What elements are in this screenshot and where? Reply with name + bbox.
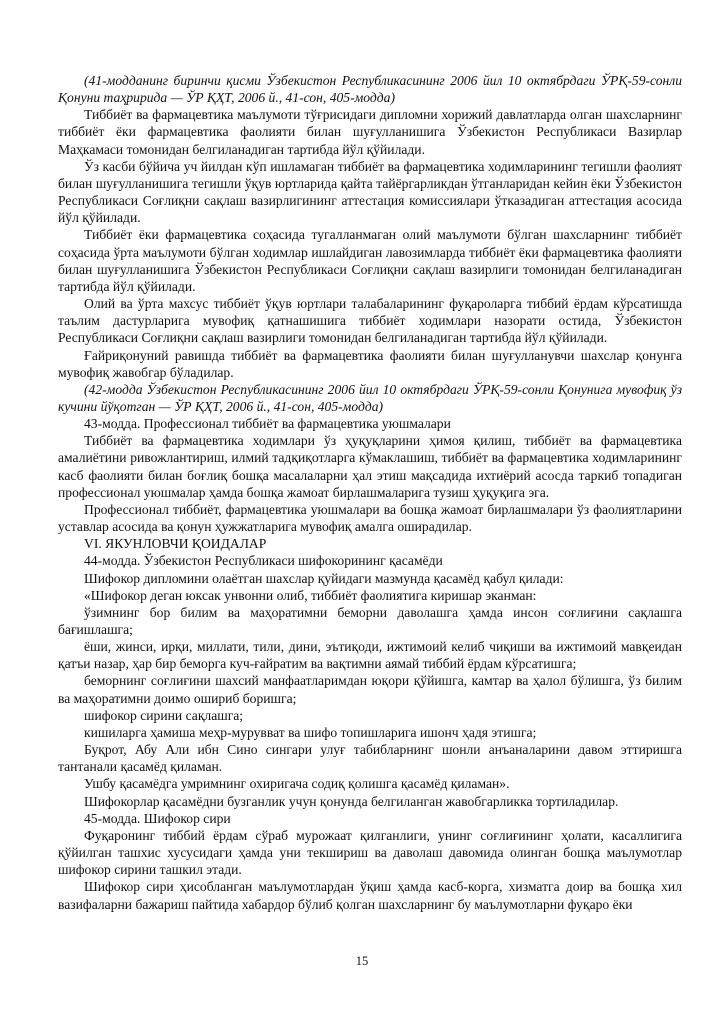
paragraph: Буқрот, Абу Али ибн Сино сингари улуғ табибларнинг шонли анъаналарини давом эттиришга тантанали қасамёд қиламан.	[58, 742, 682, 775]
paragraph: Ўз касби бўйича уч йилдан кўп ишламаган тиббиёт ва фармацевтика ходимларининг тегишли фаолият билан шуғулланишига тегишли ўқув юртларида қайта тайёргарликдан ўтганларидан кейин ёки Ўзбекистон Республикаси Соғлиқни сақлаш вазирлигининг аттестация комиссиялари ўтказадиган аттестация асосида йўл қўйилади.	[58, 158, 682, 226]
paragraph: VI. ЯКУНЛОВЧИ ҚОИДАЛАР	[84, 536, 267, 552]
paragraph: Ғайриқонуний равишда тиббиёт ва фармацевтика фаолияти билан шуғулланувчи шахслар қонунга мувофиқ жавобгар бўладилар.	[58, 347, 682, 380]
paragraph: ўзимнинг бор билим ва маҳоратимни беморни даволашга ҳамда инсон соғлиғини сақлашга бағишлашга;	[58, 604, 682, 637]
paragraph: 44-модда. Ўзбекистон Республикаси шифокорининг қасамёди	[84, 553, 443, 569]
editorial-note: (41-модданинг биринчи қисми Ўзбекистон Республикасининг 2006 йил 10 октябрдаги ЎРҚ-59-сонли Қонуни таҳририда — ЎР ҚҲТ, 2006 й., 41-сон, 405-модда)	[58, 73, 682, 106]
paragraph: беморнинг соғлиғини шахсий манфаатларимдан юқори қўйишга, камтар ва ҳалол бўлишга, ўз билим ва маҳоратимни доимо ошириб боришга;	[58, 673, 682, 706]
paragraph: Олий ва ўрта махсус тиббиёт ўқув юртлари талабаларининг фуқароларга тиббий ёрдам кўрсатишда таълим дастурларига мувофиқ қатнашишига тиббиёт ходимлари назорати остида, Ўзбекистон Республикаси Соғлиқни сақлаш вазирлиги томонидан белгиланадиган тартибда йўл қўйилади.	[58, 296, 682, 346]
paragraph: Шифокорлар қасамёдни бузганлик учун қонунда белгиланган жавобгарликка тортиладилар.	[84, 793, 619, 809]
paragraph: шифокор сирини сақлашга;	[84, 707, 244, 723]
paragraph: Фуқаронинг тиббий ёрдам сўраб мурожаат қилганлиги, унинг соғлиғининг ҳолати, касаллигига қўйилган ташхис хусусидаги ҳамда уни текшириш ва даволаш давомида олинган бошқа маълумотлар шифокор сирини ташкил этади.	[58, 827, 682, 878]
paragraph: ёши, жинси, ирқи, миллати, тили, дини, эътиқоди, ижтимоий келиб чиқиши ва ижтимоий мавқеидан қатъи назар, ҳар бир беморга куч-ғайратим ва вақтимни аямай тиббий ёрдам кўрсатишга;	[58, 639, 682, 672]
paragraph: Тиббиёт ёки фармацевтика соҳасида тугалланмаган олий маълумоти бўлган шахсларнинг тиббиёт соҳасида ўрта маълумоти бўлган ходимлар ишлайдиган лавозимларда тиббиёт ёки фармацевтика фаолияти билан шуғулланишига Ўзбекистон Республикаси Соғлиқни сақлаш вазирлиги томонидан белгиланадиган тартибда йўл қўйилади.	[58, 227, 682, 294]
editorial-note: (42-модда Ўзбекистон Республикасининг 2006 йил 10 октябрдаги ЎРҚ-59-сонли Қонунига мувофиқ ўз кучини йўқотган — ЎР ҚҲТ, 2006 й., 41-сон, 405-модда)	[58, 381, 682, 414]
paragraph: 45-модда. Шифокор сири	[84, 810, 231, 826]
paragraph: 43-модда. Профессионал тиббиёт ва фармацевтика уюшмалари	[84, 416, 451, 432]
paragraph: Тиббиёт ва фармацевтика ходимлари ўз ҳуқуқларини ҳимоя қилиш, тиббиёт ва фармацевтика амалиётини ривожлантириш, илмий тадқиқотларга кўмаклашиш, тиббиёт ва фармацевтика ходимларининг касб фаолияти билан боғлиқ бошқа масалаларни ҳал этиш мақсадида ихтиёрий асосда таркиб топадиган профессионал уюшмалар ҳамда бошқа жамоат бирлашмаларига тузиш ҳуқуқига эга.	[58, 433, 682, 500]
paragraph: Ушбу қасамёдга умримнинг охиригача содиқ қолишга қасамёд қиламан».	[84, 776, 510, 792]
paragraph: Шифокор дипломини олаётган шахслар қуйидаги мазмунда қасамёд қабул қилади:	[84, 570, 564, 586]
paragraph: Профессионал тиббиёт, фармацевтика уюшмалари ва бошқа жамоат бирлашмалари ўз фаолиятларини уставлар асосида ва қонун ҳужжатларига мувофиқ амалга оширадилар.	[58, 501, 682, 535]
paragraph: Шифокор сири ҳисобланган маълумотлардан ўқиш ҳамда касб-корга, хизматга доир ва бошқа хил вазифаларни бажариш пайтида хабардор бўлиб қолган шахсларнинг бу маълумотларни фуқаро ёки	[58, 879, 682, 912]
paragraph: Тиббиёт ва фармацевтика маълумоти тўғрисидаги дипломни хорижий давлатларда олган шахсларнинг тиббиёт ёки фармацевтика фаолияти билан шуғулланишига Ўзбекистон Республикаси Вазирлар Маҳкамаси томонидан белгиланадиган тартибда йўл қўйилади.	[58, 107, 682, 157]
page-number: 15	[355, 954, 369, 968]
paragraph: кишиларга ҳамиша меҳр-мурувват ва шифо топишларига ишонч ҳадя этишга;	[84, 724, 537, 740]
document-body	[58, 72, 682, 913]
paragraph: «Шифокор деган юксак унвонни олиб, тиббиёт фаолиятига киришар эканман:	[84, 587, 537, 603]
